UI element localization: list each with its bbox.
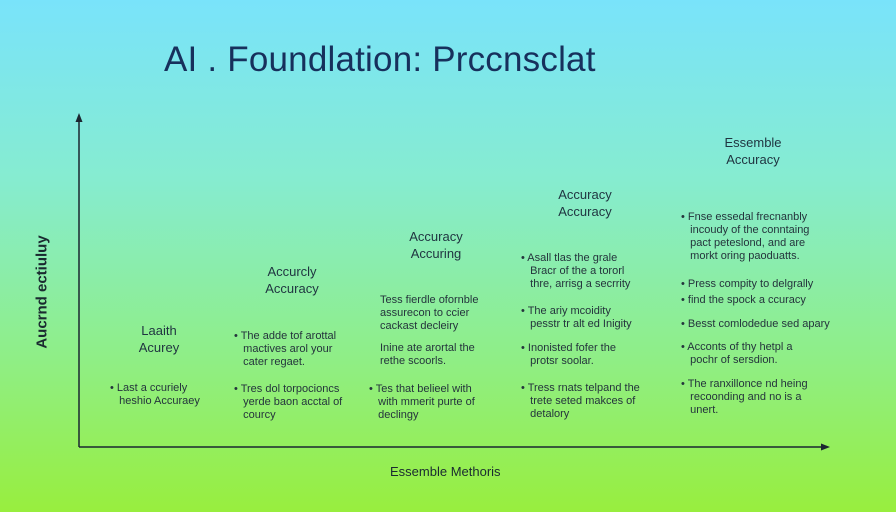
x-axis-arrow [821,444,830,451]
y-axis-arrow [76,113,83,122]
stage-4-note-1: • Asall tlas the grale Bracr of the a tororl thre, arrisg a secrrity [521,252,631,290]
stage-3-note-2: Inine ate arortal the rethe scoorls. [380,342,475,367]
stage-heading-1: Laaith Acurey [138,323,180,355]
stage-5-note-2: • Press compity to delgrally [681,278,814,290]
stage-5-note-5: • Acconts of thy hetpl a pochr of sersdion. [681,341,793,366]
x-axis-label: Essemble Methoris [390,464,501,479]
chart-title: AI . Foundlation: Prccnsclat [164,40,596,79]
stage-5-note-1: • Fnse essedal frecnanbly incoudy of the conntaing pact peteslond, and are morkt oring paoduatts. [681,211,810,262]
stage-3-note-3: • Tes that belieel with with mmerit purte of declingy [369,383,475,421]
stage-heading-3: Accuracy Accuring [409,229,463,261]
stage-3-note-1: Tess fierdle ofornble assurecon to ccier cackast decleiry [380,294,479,332]
stage-2-note-1: • The adde tof arottal mactives arol your cater regaet. [234,330,337,368]
stage-1-note-1: • Last a ccuriely heshio Accuraey [110,382,200,407]
stage-5-note-6: • The ranxillonce nd heing recoonding and no is a unert. [681,378,808,416]
stage-4-note-3: • Inonisted fofer the protsr soolar. [521,342,616,367]
stage-5-note-4: • Besst comlodedue sed apary [681,318,830,330]
stage-heading-2: Accurcly Accuracy [265,264,319,296]
stage-heading-5: Essemble Accuracy [724,135,782,167]
stage-5-note-3: • find the spock a ccuracy [681,294,806,306]
stage-heading-4: Accuracy Accuracy [558,187,612,219]
stage-4-note-4: • Tress rnats telpand the trete seted makces of detalory [521,382,640,420]
stage-2-note-2: • Tres dol torpocioncs yerde baon acctal of courcy [234,383,343,421]
stage-4-note-2: • The ariy mcoidity pesstr tr alt ed Inigity [521,305,632,330]
